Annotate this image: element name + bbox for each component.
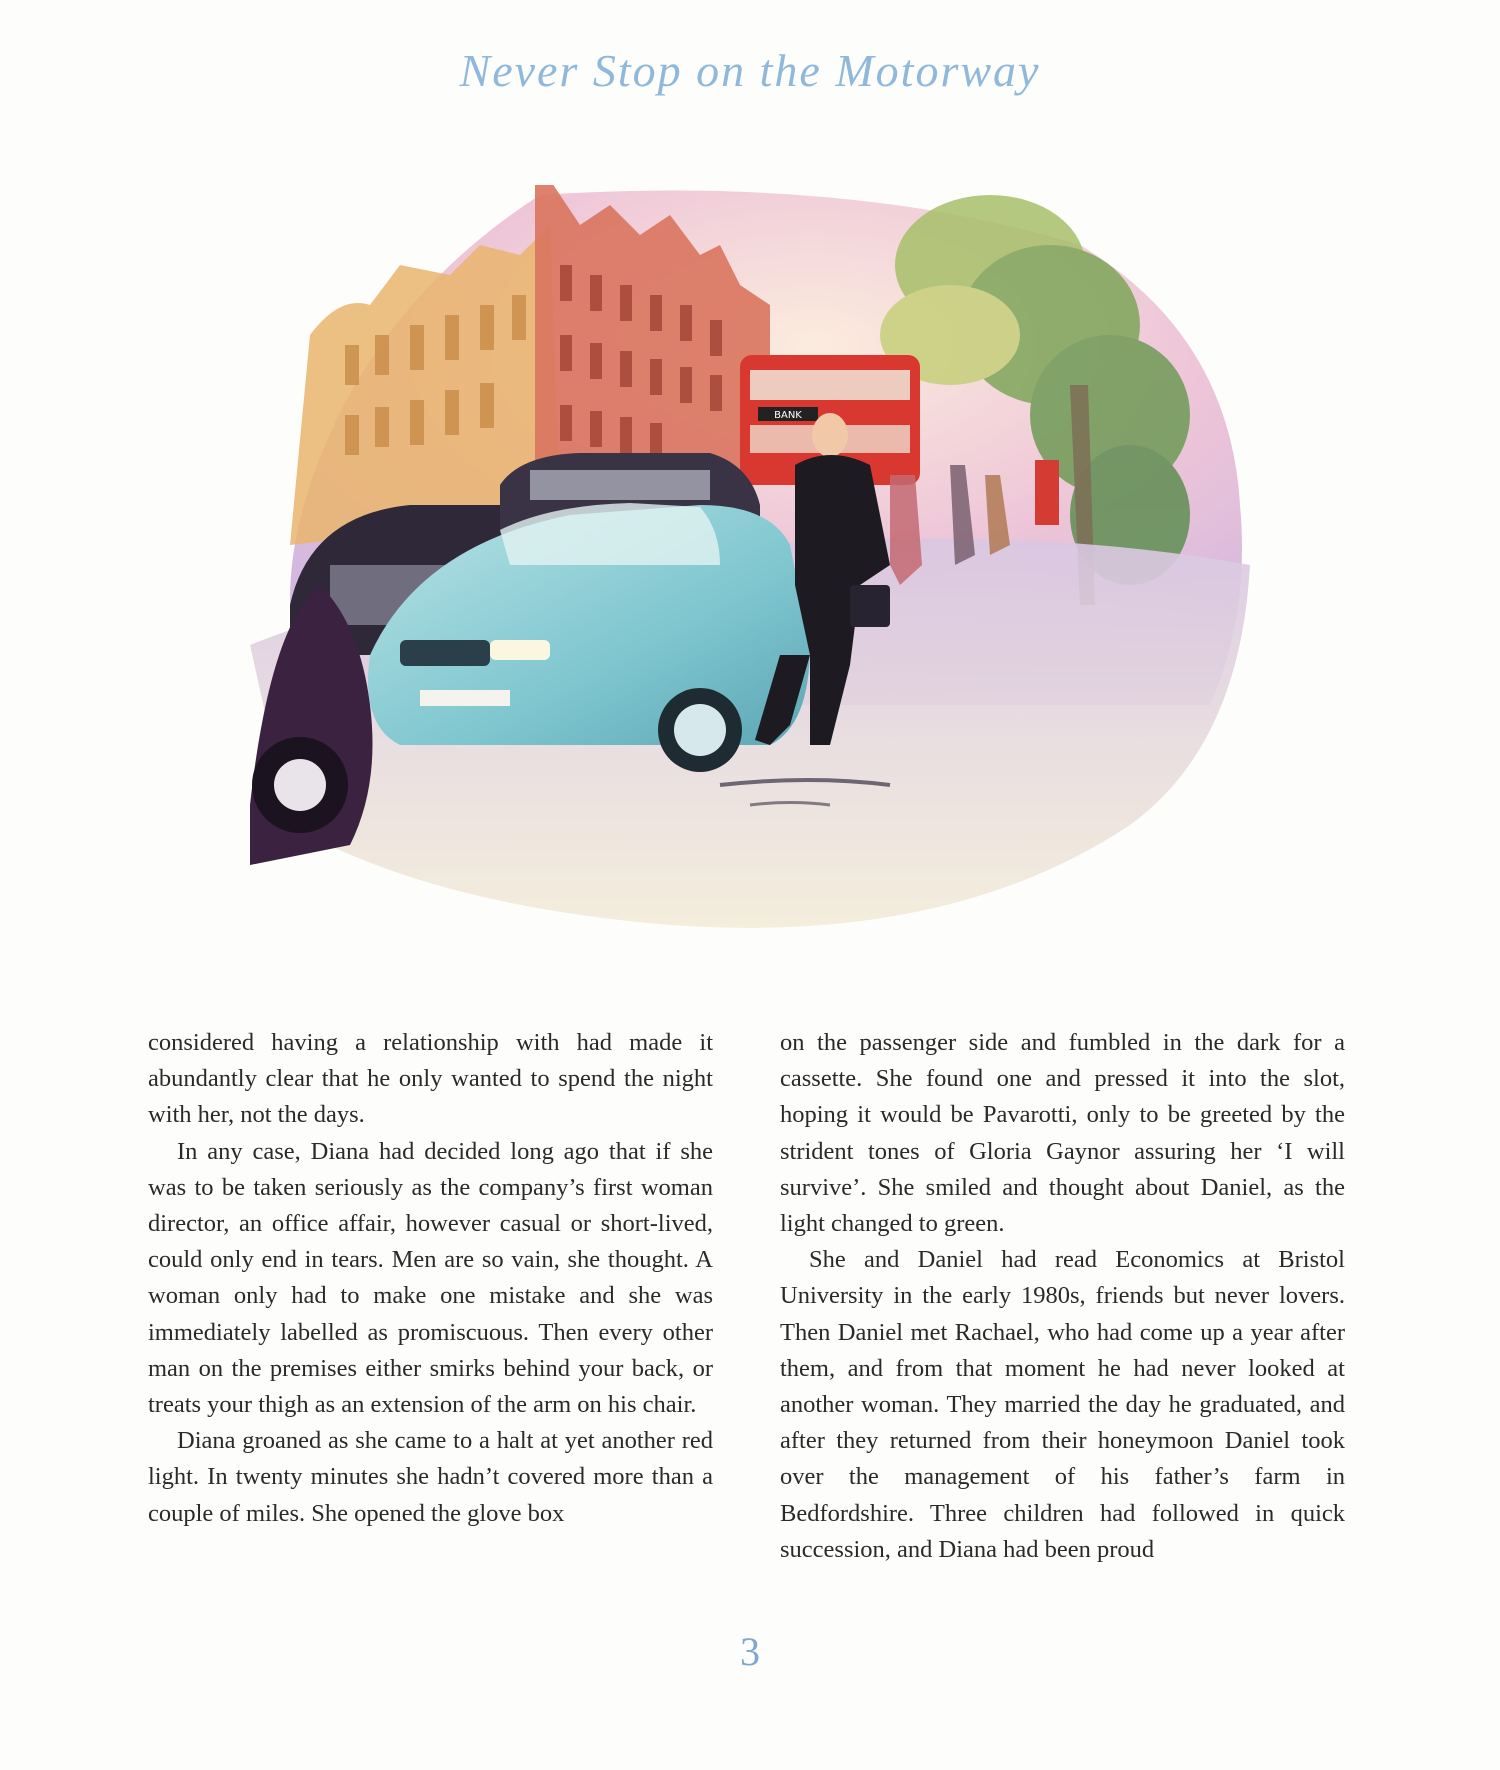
- paragraph: considered having a relationship with had made it abundantly clear that he only wanted to spend the night with her, not the days.: [148, 1029, 713, 1129]
- phone-box: [1035, 460, 1059, 525]
- text-column-left: [148, 1025, 713, 1532]
- paragraph: In any case, Diana had decided long ago that if she was to be taken seriously as the company’s first woman director, an office affair, however casual or short-lived, could only end in tears. Men are so vain, she thought. A woman only had to make one mistake and she was immediately labelled as promiscuous. Then every other man on the premises either smirks behind your back, or treats your thigh as an extension of the arm on his chair.: [148, 1137, 713, 1419]
- text-column-right: [780, 1025, 1345, 1568]
- watercolor-street-illustration: [250, 185, 1260, 955]
- page-number: 3: [740, 1629, 760, 1674]
- bus-destination-sign: BANK: [774, 410, 802, 421]
- running-header: Never Stop on the Motorway: [459, 45, 1041, 96]
- paragraph: on the passenger side and fumbled in the dark for a cassette. She found one and pressed it into the slot, hoping it would be Pavarotti, only to be greeted by the strident tones of Gloria Gaynor assuring her ‘I will survive’. She smiled and thought about Daniel, as the light changed to green.: [780, 1029, 1345, 1238]
- paragraph: She and Daniel had read Economics at Bristol University in the early 1980s, friends but never lovers. Then Daniel met Rachael, who had come up a year after them, and from that moment he had never looked at another woman. They married the day he graduated, and after they returned from their honeymoon Daniel took over the management of his father’s farm in Bedfordshire. Three children had followed in quick succession, and Diana had been proud: [780, 1246, 1345, 1563]
- paragraph: Diana groaned as she came to a halt at yet another red light. In twenty minutes she hadn’t covered more than a couple of miles. She opened the glove box: [148, 1427, 713, 1527]
